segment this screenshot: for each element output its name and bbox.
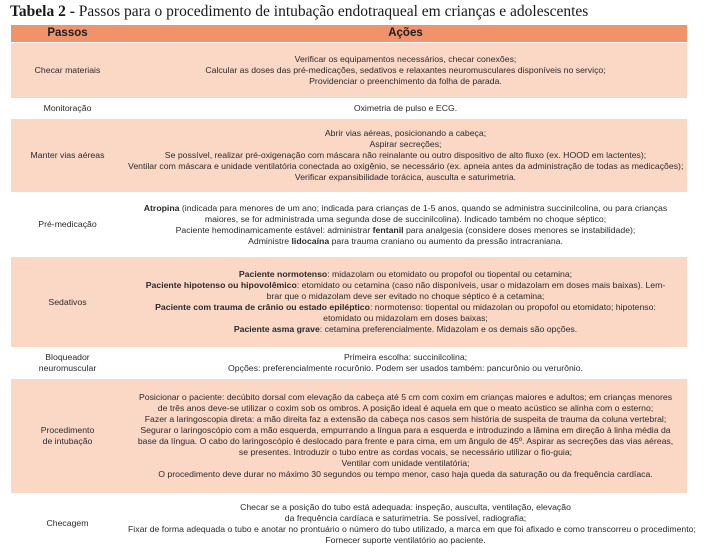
action-line: Aspirar secreções;: [369, 139, 442, 149]
step-label: Manter vias aéreas: [11, 119, 124, 193]
action-line: brar que o midazolam deve ser evitado no choque séptico é a cetamina;: [266, 291, 545, 301]
action-line: Verificar os equipamentos necessários, checar conexões;: [294, 54, 517, 64]
action-text: Paciente hemodinamicamente estável: administrar: [175, 224, 373, 235]
action-line: Primeira escolha: succinilcolina;: [343, 352, 468, 362]
table-title: [10, 3, 588, 21]
action-line: Calcular as doses das pré-medicações, sedativos e relaxantes neuromusculares disponíveis no serviço;: [205, 65, 606, 75]
table-title-prefix: Tabela 2 -: [10, 3, 79, 20]
patient-type: Paciente normotenso: [238, 269, 328, 279]
action-line: Opções: preferencialmente rocurônio. Podem ser usados também: pancurônio ou verurônio.: [228, 363, 583, 373]
header-row: [11, 25, 687, 43]
action-line: da frequência cardíaca e saturimetria. Se possível, radiografia;: [284, 512, 527, 523]
action-line: [128, 302, 683, 313]
step-label: [11, 379, 124, 494]
header-actions: Ações: [124, 25, 687, 43]
row-checar-materiais: [11, 43, 687, 99]
action-text: para analgesia (considere doses menores se instabilidade);: [403, 224, 636, 235]
actions-cell: [124, 43, 687, 99]
action-line: base da língua. O cabo do laringoscópio é deslocado para frente e para cima, em um ângulo de 45º. Aspirar as secreções das vias aéreas,: [137, 436, 674, 446]
actions-cell: [124, 119, 687, 193]
action-line: [128, 324, 683, 335]
patient-type: Paciente asma grave: [233, 324, 320, 334]
action-line: Posicionar o paciente: decúbito dorsal com elevação da cabeça até 5 cm com coxim em crianças maiores e adultos; em crianças menores: [138, 392, 673, 402]
action-text: Administre: [248, 235, 292, 246]
row-monitoracao: [11, 99, 687, 119]
action-text: : cetamina preferencialmente. Midazolam e os demais são opções.: [319, 324, 578, 334]
action-line: Segurar o laringoscópio com a mão esquerda, empurrando a língua para a esquerda e introduzindo a lâmina em direção à linha média da: [140, 425, 671, 435]
step-label: Checagem: [11, 494, 124, 554]
drug-fentanil: fentanil: [372, 224, 404, 235]
step-label-line: de intubação: [42, 436, 93, 446]
patient-type: Paciente hipotenso ou hipovolêmico: [145, 280, 297, 290]
row-pre-medicacao: [11, 193, 687, 257]
action-line: Providenciar o preenchimento da folha de parada.: [309, 76, 502, 86]
action-line: [128, 203, 683, 214]
action-line: Fornecer suporte ventilatório ao paciente.: [325, 534, 486, 545]
action-line: [128, 236, 683, 247]
action-text: : normotenso: tiopental ou midazolan ou propofol ou etomidato; hipotenso:: [369, 302, 656, 312]
table-title-text: Passos para o procedimento de intubação endotraqueal em crianças e adolescentes: [78, 3, 589, 20]
action-text: : midazolam ou etomidato ou propofol ou tiopental ou cetamina;: [327, 269, 573, 279]
step-label: Checar materiais: [11, 43, 124, 99]
action-line: Fazer a laringoscopia direta: a mão direita faz a extensão da cabeça nos casos sem história de suspeita de trauma da coluna vertebral;: [144, 414, 667, 424]
action-line: [128, 225, 683, 236]
row-manter-vias-aereas: [11, 119, 687, 193]
action-line: etomidato ou midazolam em doses baixas;: [323, 313, 488, 323]
row-sedativos: [11, 257, 687, 348]
actions-cell: [124, 348, 687, 379]
action-line: [128, 280, 683, 291]
step-label: Sedativos: [11, 257, 124, 348]
action-line: maiores, se for administrada uma segunda dose de succinilcolina). Indicado também no choque séptico;: [204, 213, 607, 224]
action-line: O procedimento deve durar no máximo 30 segundos ou tempo menor, caso haja queda da saturação ou da frequência cardíaca.: [158, 469, 653, 479]
action-line: Verificar expansibilidade torácica, ausculta e saturimetria.: [294, 172, 517, 182]
row-procedimento-de-intubacao: [11, 379, 687, 494]
step-label: [11, 348, 124, 379]
action-line: Se possível, realizar pré-oxigenação com máscara não reinalante ou outro dispositivo de alto fluxo (ex. HOOD em lactentes);: [164, 150, 647, 160]
action-line: Ventilar com máscara e unidade ventilatória conectada ao oxigênio, se necessário (ex. apneia antes da administração de todas as medicações);: [128, 161, 684, 171]
header-steps: Passos: [11, 25, 124, 43]
action-line: Ventilar com unidade ventilatória;: [341, 458, 470, 468]
action-line: [128, 269, 683, 280]
action-line: Fixar de forma adequada o tubo e anotar no prontuário o número do tubo utilizado, a marca em que foi afixado e como transcorreu o procedimento;: [128, 523, 696, 534]
drug-lidocaina: lidocaína: [291, 235, 330, 246]
step-label-line: Procedimento: [40, 425, 95, 435]
actions-cell: [124, 494, 696, 554]
action-line: Abrir vias aéreas, posicionando a cabeça;: [324, 128, 487, 138]
drug-atropina: Atropina: [143, 202, 180, 213]
action-text: para trauma craniano ou aumento da pressão intracraniana.: [329, 235, 563, 246]
step-label-line: neuromuscular: [38, 363, 97, 373]
intubation-steps-table: [11, 24, 696, 554]
action-line: Oximetria de pulso e ECG.: [353, 103, 458, 113]
row-checagem: [11, 494, 687, 554]
step-label-line: Bloqueador: [45, 352, 90, 362]
actions-cell: [124, 99, 687, 119]
actions-cell: [124, 379, 687, 494]
step-label: Pré-medicação: [11, 193, 124, 257]
row-bloqueador-neuromuscular: [11, 348, 687, 379]
actions-cell: [124, 193, 687, 257]
action-line: se presentes. Introduzir o tubo entre as cordas vocais, se necessário utilizar o fio-guia;: [238, 447, 573, 457]
action-text: (indicada para menores de um ano; indicada para crianças de 1-5 anos, quando se administra succinilcolina, ou para crianças: [179, 202, 668, 213]
action-line: de três anos deve-se utilizar o coxim sob os ombros. A posição ideal é aquela em que o meato acústico se alinha com o esterno;: [157, 403, 654, 413]
step-label: Monitoração: [11, 99, 124, 119]
actions-cell: [124, 257, 687, 348]
patient-type: Paciente com trauma de crânio ou estado epiléptico: [155, 302, 370, 312]
action-line: Checar se a posição do tubo está adequada: inspeção, ausculta, ventilação, elevação: [240, 501, 571, 512]
action-text: : etomidato ou cetamina (caso não disponíveis, usar o midazolam em doses mais baixas). Lem-: [296, 280, 666, 290]
